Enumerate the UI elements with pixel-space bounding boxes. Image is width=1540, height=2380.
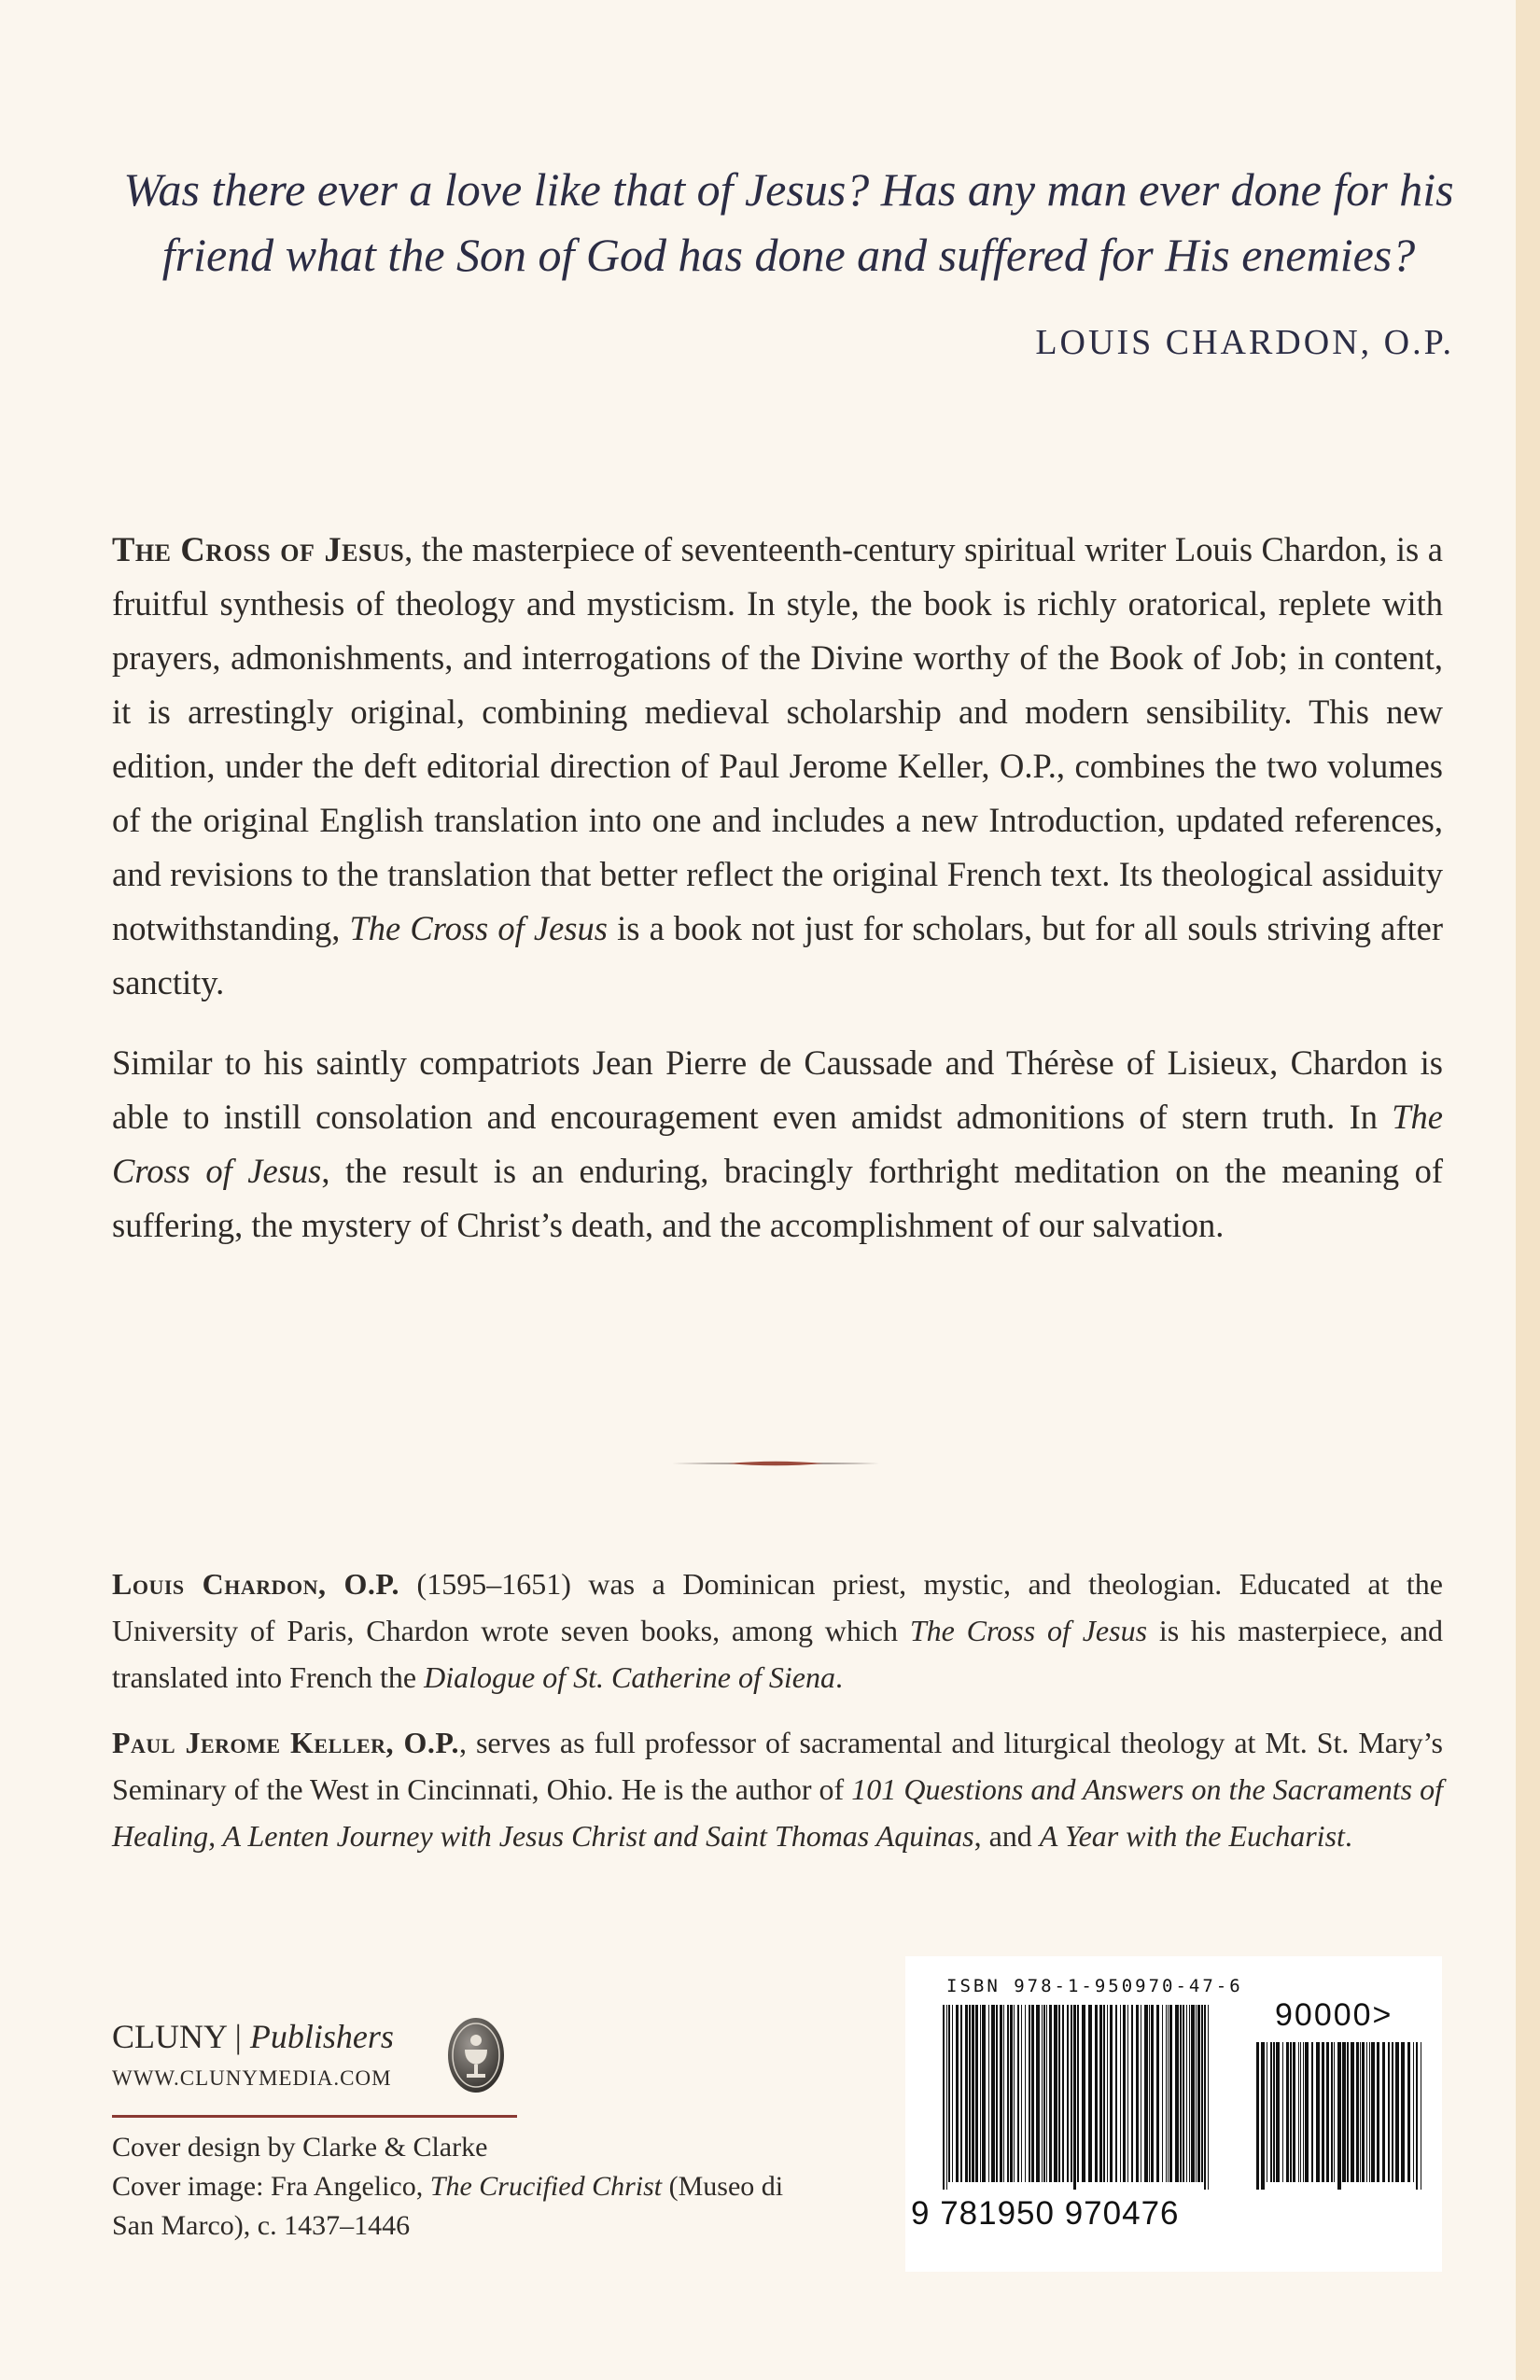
description-text: , the masterpiece of seventeenth-century spiritual writer Louis Chardon, is a fruitful synthesis of theology and mysticism. In style, the book is richly oratorical, replete with prayers, admonishments, and interrogations of the Divine worthy of the Book of Job; in content, it is arrestingly original, combining medieval scholarship and modern sensibility. This new edition, under the deft editorial direction of Paul Jerome Keller, O.P., combines the two volumes of the original English translation into one and includes a new Introduction, updated references, and revisions to the translation that better reflect the original French text. Its theological assiduity notwithstanding, xyxy=(112,530,1443,947)
credit-text: Cover image: Fra Angelico, xyxy=(112,2171,430,2202)
barcode-bar xyxy=(1407,2042,1410,2182)
barcode-bar xyxy=(1401,2042,1405,2182)
barcode-bar xyxy=(1107,2005,1108,2182)
publisher-suffix: Publishers xyxy=(249,2018,394,2055)
barcode-bar xyxy=(1017,2005,1019,2182)
publisher-rule xyxy=(112,2115,517,2118)
isbn-barcode xyxy=(943,2005,1223,2191)
barcode-bar xyxy=(1169,2005,1172,2182)
barcode-bar xyxy=(1362,2042,1365,2182)
barcode-bar xyxy=(1331,2042,1333,2182)
barcode-bar xyxy=(1168,2005,1169,2182)
barcode-bar xyxy=(1088,2005,1092,2182)
barcode-bar xyxy=(1395,2042,1399,2182)
barcode-bar xyxy=(1377,2042,1379,2182)
bio-text: , serves as full professor of sacramental and liturgical theology at Mt. St. Mary’s Seminary of the West in Cincinnati, Ohio. He is the author of xyxy=(112,1726,1444,1806)
barcode-bar xyxy=(943,2005,945,2190)
barcode-bar xyxy=(1071,2005,1072,2182)
barcode-bar xyxy=(1282,2042,1283,2182)
barcode-bar xyxy=(1303,2042,1304,2182)
bio-italic: 101 Questions and Answers on the Sacraments of Healing, A Lenten Journey with Jesus Christ and Saint Thomas Aquinas xyxy=(112,1772,1444,1853)
barcode-bar xyxy=(1127,2005,1128,2182)
barcode-bar xyxy=(956,2005,959,2182)
cover-design-credit: Cover design by Clarke & Clarke xyxy=(112,2132,488,2163)
quote-line-1: Was there ever a love like that of Jesus? Has any man ever done for his xyxy=(123,163,1454,216)
barcode-bar xyxy=(1042,2005,1043,2182)
barcode-bar xyxy=(1382,2042,1385,2182)
barcode-bar xyxy=(1276,2042,1280,2182)
barcode-bar xyxy=(1156,2005,1159,2182)
barcode-bar xyxy=(1025,2005,1026,2182)
editor-name: Paul Jerome Keller, O.P. xyxy=(112,1726,459,1759)
price-code: 90000> xyxy=(1275,1997,1393,2033)
barcode-bar xyxy=(1337,2042,1341,2190)
quote-attribution: LOUIS CHARDON, O.P. xyxy=(1035,323,1454,362)
barcode-bar xyxy=(1010,2005,1013,2182)
barcode-bar xyxy=(965,2005,968,2182)
barcode-bar xyxy=(1413,2042,1414,2182)
barcode-bar xyxy=(1360,2042,1361,2182)
barcode-bar xyxy=(1356,2042,1359,2182)
barcode-bar xyxy=(980,2005,981,2182)
barcode-bar xyxy=(1136,2005,1139,2182)
barcode-bar xyxy=(996,2005,998,2182)
barcode-bar xyxy=(1208,2005,1209,2190)
barcode-bar xyxy=(1204,2005,1206,2190)
barcode-bar xyxy=(1189,2005,1190,2182)
barcode-bar xyxy=(1366,2042,1367,2182)
barcode-bar xyxy=(1123,2005,1126,2182)
bio-italic: Dialogue of St. Catherine of Siena xyxy=(424,1660,835,1694)
barcode-bar xyxy=(1099,2005,1102,2182)
barcode-bar xyxy=(1273,2042,1275,2182)
barcode-bar xyxy=(1049,2005,1052,2182)
barcode-bar xyxy=(946,2005,947,2190)
barcode-bar xyxy=(1191,2005,1195,2182)
barcode-bar xyxy=(1007,2005,1009,2182)
barcode-bar xyxy=(1043,2005,1045,2182)
barcode-bar xyxy=(988,2005,989,2182)
isbn-label: ISBN 978-1-950970-47-6 xyxy=(946,1976,1243,1996)
barcode-bar xyxy=(1322,2042,1324,2182)
barcode-bar xyxy=(1270,2042,1272,2182)
chardon-bio xyxy=(112,1561,1443,1701)
barcode-bar xyxy=(1120,2005,1121,2182)
barcode-bar xyxy=(948,2005,950,2182)
keller-bio xyxy=(112,1719,1443,1859)
book-title-italic: The Cross of Jesus xyxy=(349,909,608,947)
barcode-bar xyxy=(1388,2042,1390,2182)
barcode-bar xyxy=(1416,2042,1418,2190)
barcode-bar xyxy=(1058,2005,1060,2182)
barcode-bar xyxy=(1000,2005,1002,2182)
barcode-bar xyxy=(1031,2005,1034,2182)
barcode-bar xyxy=(991,2005,995,2182)
barcode-bar xyxy=(1162,2005,1163,2182)
barcode-bar xyxy=(1286,2042,1289,2182)
bio-text: , and xyxy=(973,1819,1040,1853)
barcode-bar xyxy=(1021,2005,1022,2182)
barcode-bar xyxy=(1392,2042,1393,2182)
barcode-bar xyxy=(1166,2005,1167,2182)
cover-image-credit xyxy=(112,2167,821,2246)
author-name: Louis Chardon, O.P. xyxy=(112,1567,400,1601)
bio-text: . xyxy=(1344,1819,1352,1853)
book-title-italic: The Cross of Jesus xyxy=(112,1098,1443,1190)
credit-italic: The Crucified Christ xyxy=(429,2171,663,2202)
description-paragraph-1 xyxy=(112,523,1443,1010)
barcode-bar xyxy=(1196,2005,1197,2182)
barcode-bar xyxy=(1293,2042,1295,2182)
quote-line-2: friend what the Son of God has done and suffered for His enemies? xyxy=(161,229,1416,281)
barcode-bar xyxy=(1046,2005,1047,2182)
barcode-bar xyxy=(1261,2042,1265,2190)
price-barcode xyxy=(1256,2042,1428,2191)
barcode-bar xyxy=(1149,2005,1150,2182)
publisher-url: WWW.CLUNYMEDIA.COM xyxy=(112,2066,392,2090)
barcode-bar xyxy=(960,2005,962,2182)
barcode-bar xyxy=(1183,2005,1184,2182)
epigraph-quote xyxy=(112,157,1465,287)
bio-italic: A Year with the Eucharist xyxy=(1039,1819,1345,1853)
barcode-bar xyxy=(1371,2042,1375,2182)
bio-text: (1595–1651) was a Dominican priest, mystic, and theologian. Educated at the University of Paris, Chardon wrote seven books, among which xyxy=(112,1567,1444,1647)
barcode-bar xyxy=(1300,2042,1301,2182)
barcode-bar xyxy=(1073,2005,1076,2190)
barcode-bar xyxy=(1067,2005,1069,2182)
barcode-bar xyxy=(1201,2005,1203,2182)
barcode-bar xyxy=(1003,2005,1004,2182)
publisher-separator: | xyxy=(226,2018,250,2055)
barcode-bar xyxy=(1316,2042,1320,2182)
barcode-digits: 9 781950 970476 xyxy=(911,2195,1180,2232)
barcode-bar xyxy=(1305,2042,1309,2182)
barcode-bar xyxy=(1054,2005,1057,2182)
barcode-bar xyxy=(952,2005,953,2182)
author-bios xyxy=(112,1561,1443,1878)
barcode-bar xyxy=(1298,2042,1299,2182)
barcode-bar xyxy=(1311,2042,1313,2182)
barcode-bar xyxy=(1151,2005,1154,2182)
ornament-divider xyxy=(672,1459,879,1468)
book-title-smallcaps: The Cross of Jesus xyxy=(112,530,405,568)
barcode-bar xyxy=(1095,2005,1098,2182)
bio-text: is his masterpiece, and translated into French the xyxy=(112,1614,1444,1694)
barcode-bar xyxy=(975,2005,978,2182)
barcode-bar xyxy=(1077,2005,1079,2182)
barcode-bar xyxy=(1082,2005,1085,2182)
description-text: Similar to his saintly compatriots Jean Pierre de Caussade and Thérèse of Lisieux, Chardon is able to instill consolation and encouragement even amidst admonitions of stern truth. In xyxy=(112,1043,1443,1136)
barcode-bar xyxy=(1103,2005,1105,2182)
barcode-bar xyxy=(1334,2042,1335,2182)
barcode-bar xyxy=(972,2005,974,2182)
barcode-bar xyxy=(1131,2005,1133,2182)
barcode-bar xyxy=(1351,2042,1354,2182)
barcode-bar xyxy=(1326,2042,1329,2182)
barcode-bar xyxy=(1062,2005,1064,2182)
description-text: is a book not just for scholars, but for all souls striving after sanctity. xyxy=(112,909,1444,1001)
barcode-bar xyxy=(982,2005,986,2182)
bio-italic: The Cross of Jesus xyxy=(909,1614,1148,1647)
cover-credits xyxy=(112,2128,821,2246)
barcode-bar xyxy=(1256,2042,1259,2190)
barcode-bar xyxy=(1197,2005,1200,2182)
barcode-bar xyxy=(1342,2042,1346,2182)
description-text: , the result is an enduring, bracingly forthright meditation on the meaning of suffering, the mystery of Christ’s death, and the accomplishment of our salvation. xyxy=(112,1152,1444,1244)
description-paragraph-2 xyxy=(112,1036,1443,1253)
book-description xyxy=(112,523,1443,1279)
barcode-bar xyxy=(1110,2005,1113,2182)
barcode-bar xyxy=(1144,2005,1148,2182)
barcode-bar xyxy=(1186,2005,1187,2182)
barcode-bar xyxy=(1115,2005,1117,2182)
barcode-bar xyxy=(1014,2005,1015,2182)
barcode-bar xyxy=(1347,2042,1349,2182)
barcode-bar xyxy=(1029,2005,1030,2182)
barcode-bar xyxy=(969,2005,971,2182)
barcode-bar xyxy=(1175,2005,1179,2182)
publisher-name-text: CLUNY xyxy=(112,2018,227,2055)
credit-text: (Museo di San Marco), c. 1437–1446 xyxy=(112,2171,784,2241)
barcode-bar xyxy=(1036,2005,1040,2182)
barcode-bar xyxy=(1180,2005,1182,2182)
barcode-bar xyxy=(1369,2042,1370,2182)
spine-strip xyxy=(1516,0,1540,2380)
bio-text: . xyxy=(834,1660,843,1694)
chalice-seal-icon xyxy=(446,2016,506,2094)
barcode-bar xyxy=(1290,2042,1292,2182)
